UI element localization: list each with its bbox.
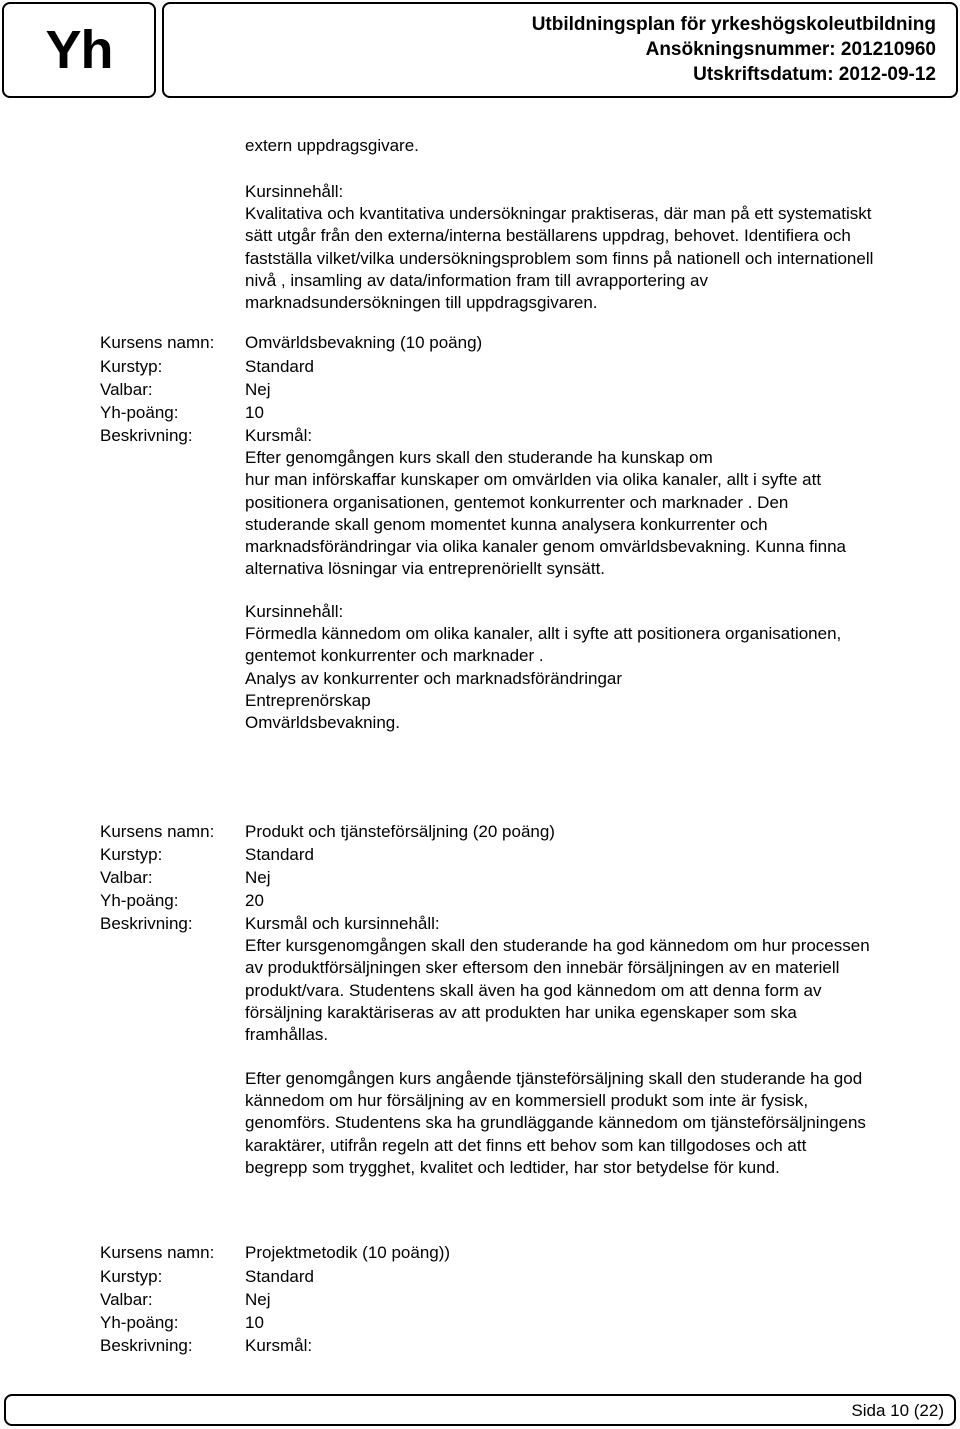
- course-goals: [245, 425, 957, 580]
- application-number: Ansökningsnummer: 201210960: [645, 39, 936, 60]
- course-description-label: Beskrivning:: [100, 1336, 193, 1355]
- goals-heading: Kursmål och kursinnehåll:: [245, 914, 440, 933]
- course-points-label: Yh-poäng:: [100, 891, 179, 910]
- goals-line: försäljning karaktäriseras av att produkten har unika egenskaper som ska: [245, 1002, 797, 1022]
- goals-line: karaktärer, utifrån regeln att det finns ett behov som kan tillgodoses och att: [245, 1135, 807, 1155]
- goals-heading: Kursmål:: [245, 426, 313, 445]
- course-name: Omvärldsbevakning (10 poäng): [245, 333, 483, 352]
- intro-line: extern uppdragsgivare.: [245, 136, 419, 155]
- course-type-label: Kurstyp:: [100, 357, 163, 376]
- content-heading: Kursinnehåll:: [245, 182, 344, 201]
- course-description-label: Beskrivning:: [100, 426, 193, 445]
- course-points-label: Yh-poäng:: [100, 403, 179, 422]
- yh-logo: Yh: [2, 2, 156, 98]
- course-type-label: Kurstyp:: [100, 845, 163, 864]
- goals-line: Efter genomgången kurs angående tjänsteförsäljning skall den studerande ha god: [245, 1069, 863, 1088]
- content-line: fastställa vilket/vilka undersökningsproblem som finns på nationell och internationell: [245, 248, 874, 268]
- content-line: Omvärldsbevakning.: [245, 713, 400, 733]
- goals-heading: Kursmål:: [245, 1336, 313, 1355]
- print-date: Utskriftsdatum: 2012-09-12: [693, 64, 936, 85]
- page-number: Sida 10 (22): [851, 1401, 944, 1420]
- goals-line: av produktförsäljningen sker eftersom den innebär försäljningen av en materiell: [245, 958, 840, 978]
- document-header: [162, 2, 958, 98]
- course-content: [245, 601, 957, 734]
- course-type: Standard: [245, 845, 314, 864]
- course-type: Standard: [245, 1267, 314, 1286]
- course-goals: [245, 913, 957, 1046]
- course-optional-label: Valbar:: [100, 380, 153, 399]
- course-name-label: Kursens namn:: [100, 1243, 215, 1262]
- content-heading: Kursinnehåll:: [245, 602, 344, 621]
- course-points: 10: [245, 1313, 264, 1332]
- content-line: Analys av konkurrenter och marknadsförändringar: [245, 668, 623, 688]
- goals-line: Efter genomgången kurs skall den studerande ha kunskap om: [245, 448, 713, 468]
- goals-line: marknadsförändringar via olika kanaler genom omvärldsbevakning. Kunna finna: [245, 537, 847, 557]
- goals-line: begrepp som trygghet, kvalitet och ledtider, har stor betydelse för kund.: [245, 1157, 780, 1177]
- course-name-label: Kursens namn:: [100, 333, 215, 352]
- goals-line: genomförs. Studentens ska ha grundläggande kännedom om tjänsteförsäljningens: [245, 1113, 866, 1133]
- course-name: Produkt och tjänsteförsäljning (20 poäng): [245, 822, 555, 841]
- content-line: marknadsundersökningen till uppdragsgivaren.: [245, 293, 598, 313]
- goals-line: Efter kursgenomgången skall den studerande ha god kännedom om hur processen: [245, 936, 870, 956]
- content-line: Entreprenörskap: [245, 690, 371, 710]
- course-points-label: Yh-poäng:: [100, 1313, 179, 1332]
- course-name-label: Kursens namn:: [100, 822, 215, 841]
- course-optional: Nej: [245, 1290, 271, 1309]
- goals-line: studerande skall genom momentet kunna analysera konkurrenter och: [245, 514, 768, 534]
- course-optional-label: Valbar:: [100, 868, 153, 887]
- course-optional-label: Valbar:: [100, 1290, 153, 1309]
- intro-content: [245, 181, 957, 314]
- goals-line: alternativa lösningar via entreprenöriellt synsätt.: [245, 559, 606, 579]
- course-name: Projektmetodik (10 poäng)): [245, 1243, 451, 1262]
- content-line: gentemot konkurrenter och marknader .: [245, 646, 544, 666]
- course-optional: Nej: [245, 868, 271, 887]
- course-goals-paragraph: [245, 1068, 957, 1179]
- course-points: 20: [245, 891, 264, 910]
- course-description-label: Beskrivning:: [100, 914, 193, 933]
- content-line: Kvalitativa och kvantitativa undersökningar praktiseras, där man på ett systematiskt: [245, 204, 872, 224]
- document-title: Utbildningsplan för yrkeshögskoleutbildning: [531, 14, 936, 35]
- content-line: Förmedla kännedom om olika kanaler, allt i syfte att positionera organisationen,: [245, 624, 842, 644]
- course-type-label: Kurstyp:: [100, 1267, 163, 1286]
- goals-line: hur man införskaffar kunskaper om omvärlden via olika kanaler, allt i syfte att: [245, 470, 822, 490]
- goals-line: positionera organisationen, gentemot konkurrenter och marknader . Den: [245, 492, 789, 512]
- content-line: sätt utgår från den externa/interna beställarens uppdrag, behovet. Identifiera och: [245, 226, 851, 246]
- goals-line: kännedom om hur försäljning av en kommersiell produkt som inte är fysisk,: [245, 1091, 809, 1111]
- page-footer: [4, 1394, 956, 1426]
- course-points: 10: [245, 403, 264, 422]
- course-type: Standard: [245, 357, 314, 376]
- goals-line: produkt/vara. Studentens skall även ha god kännedom om att denna form av: [245, 980, 822, 1000]
- goals-line: framhållas.: [245, 1025, 329, 1045]
- content-line: nivå , insamling av data/information fram till avrapportering av: [245, 270, 708, 290]
- course-optional: Nej: [245, 380, 271, 399]
